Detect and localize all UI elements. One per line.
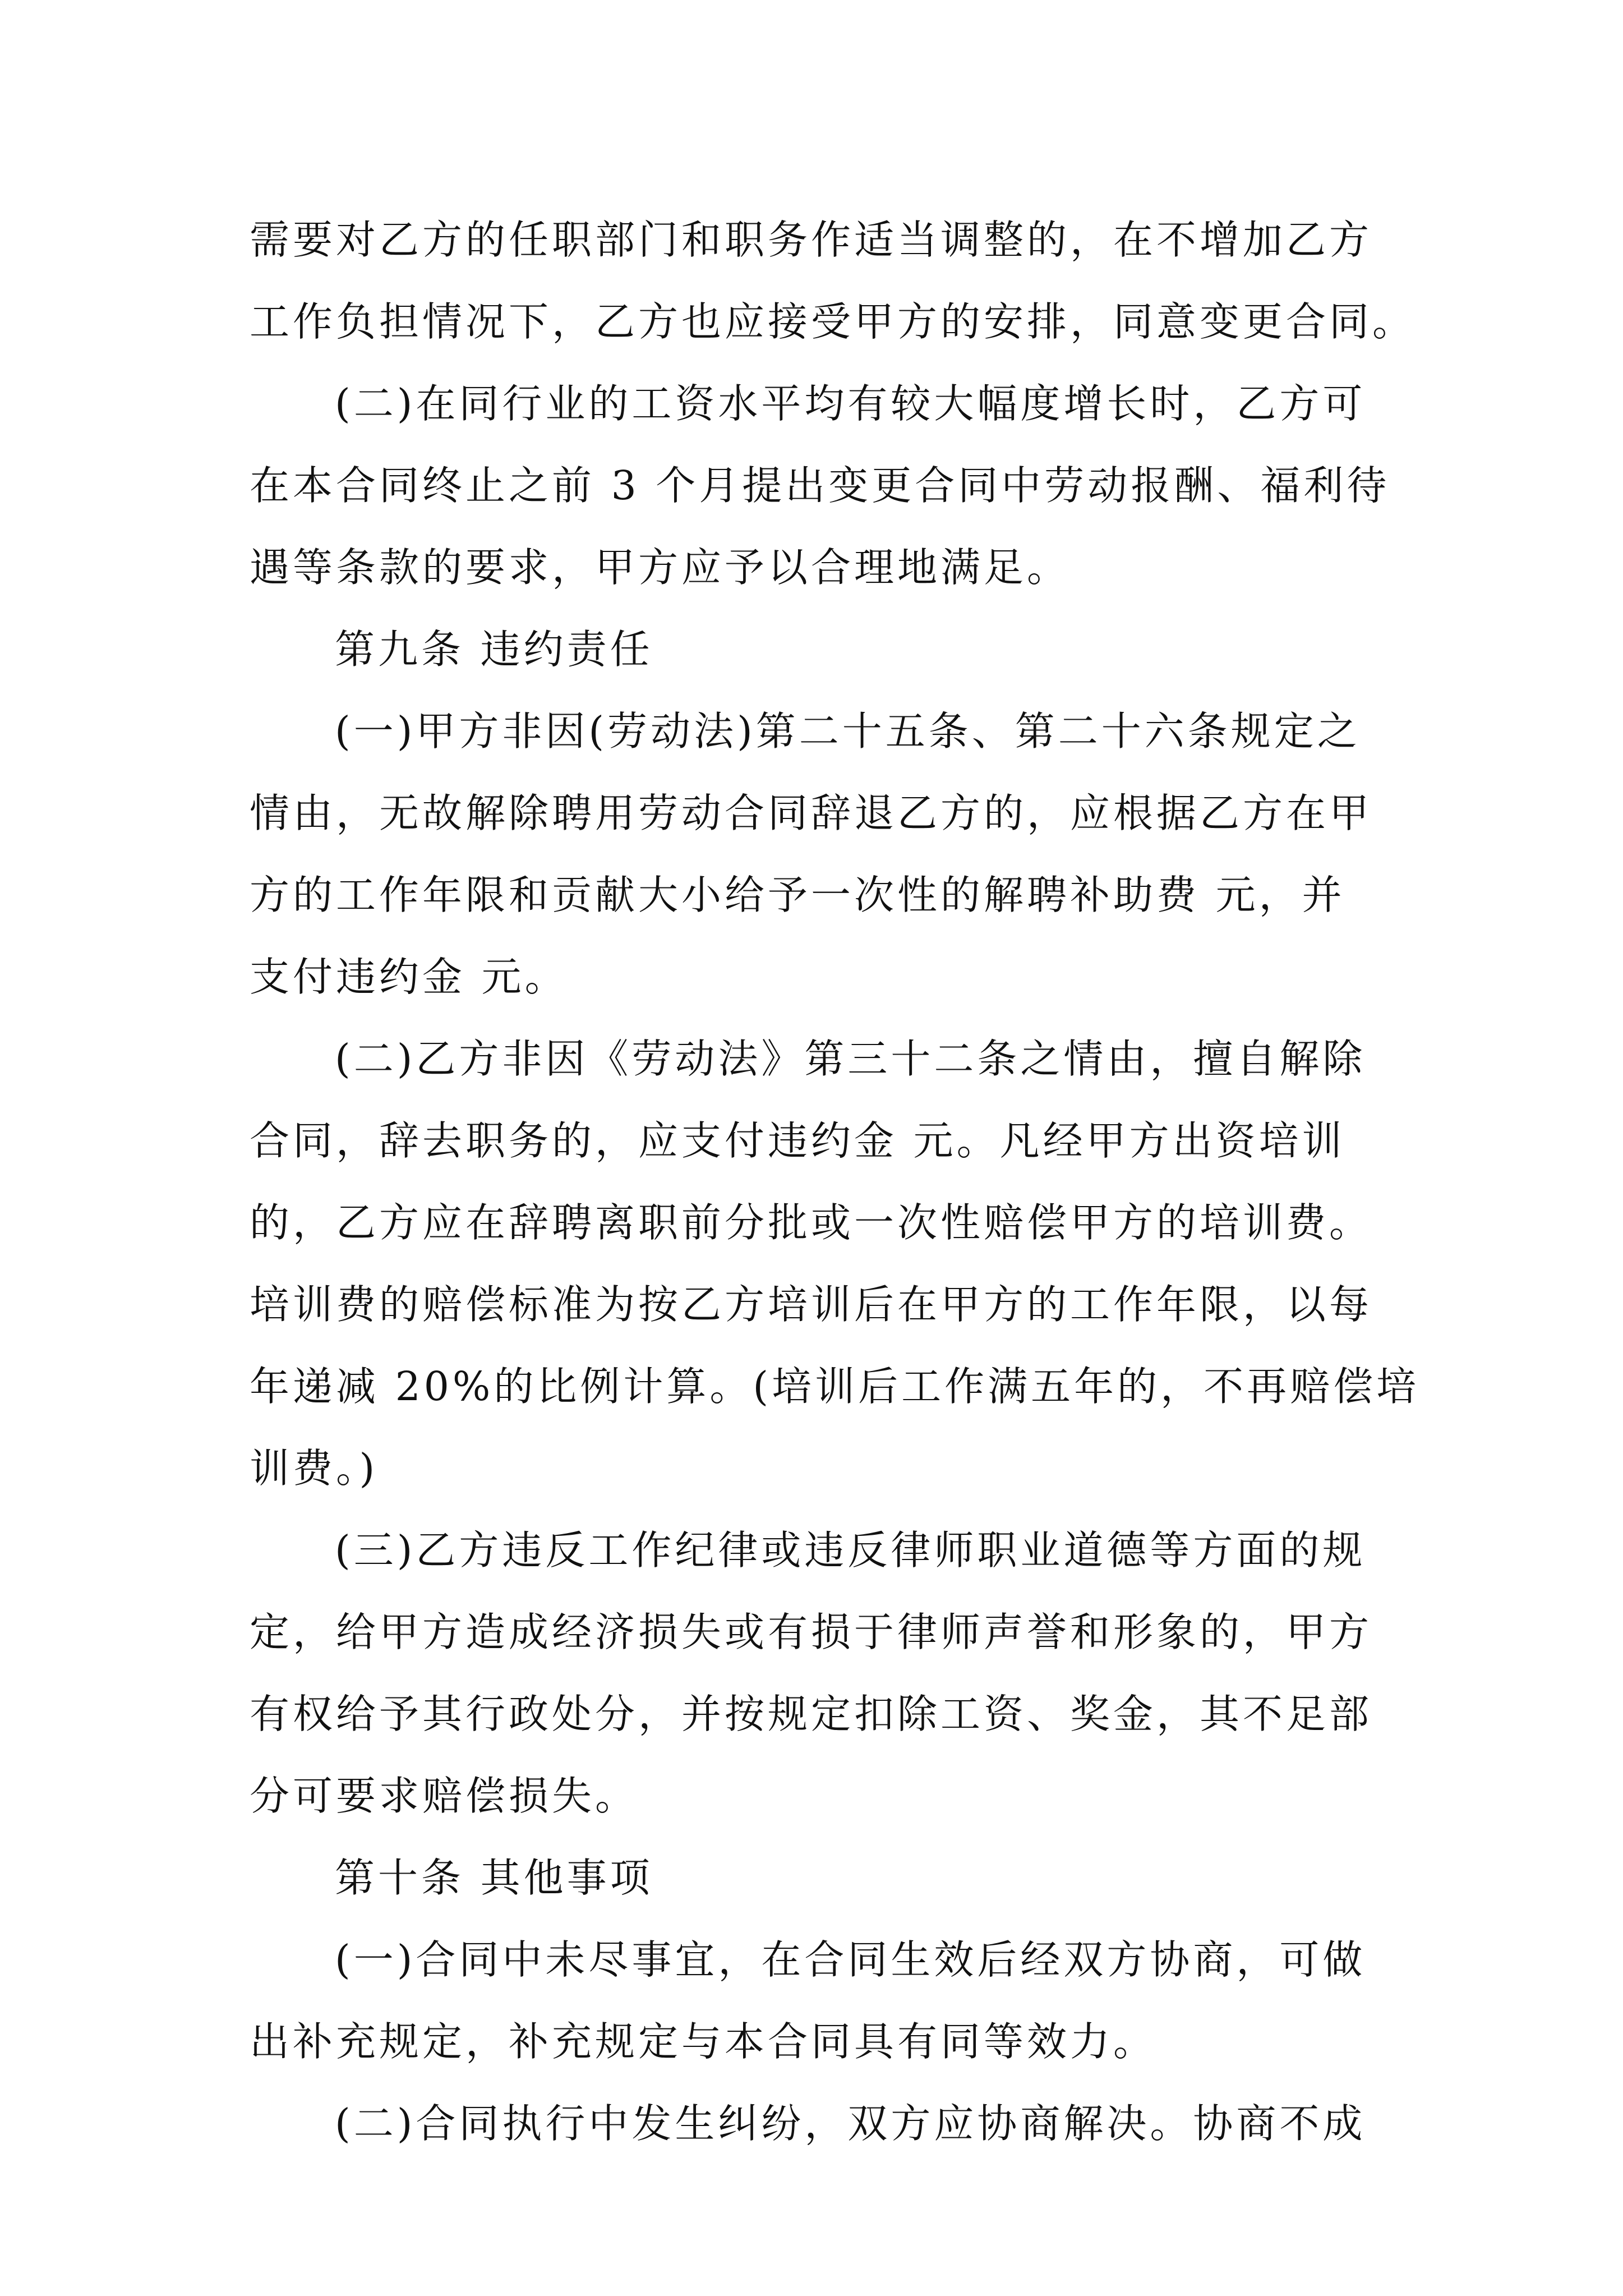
text-line-8: 情由，无故解除聘用劳动合同辞退乙方的，应根据乙方在甲 — [250, 790, 1373, 836]
text-line-20: 分可要求赔偿损失。 — [250, 1773, 639, 1819]
text-line-23: 出补充规定，补充规定与本合同具有同等效力。 — [250, 2018, 1157, 2065]
text-line-19: 有权给予其行政处分，并按规定扣除工资、奖金，其不足部 — [250, 1691, 1373, 1737]
text-line-4: 在本合同终止之前 3 个月提出变更合同中劳动报酬、福利待 — [250, 462, 1390, 509]
text-line-9: 方的工作年限和贡献大小给予一次性的解聘补助费 元，并 — [250, 872, 1345, 918]
article-heading-9: 第九条 违约责任 — [335, 626, 653, 673]
text-line-15: 年递减 20%的比例计算。(培训后工作满五年的，不再赔偿培 — [250, 1363, 1420, 1410]
text-line-13: 的，乙方应在辞聘离职前分批或一次性赔偿甲方的培训费。 — [250, 1199, 1373, 1246]
text-line-2: 工作负担情况下，乙方也应接受甲方的安排，同意变更合同。 — [250, 298, 1416, 345]
text-line-12: 合同，辞去职务的，应支付违约金 元。凡经甲方出资培训 — [250, 1117, 1345, 1164]
text-line-16: 训费。) — [250, 1445, 379, 1492]
text-line-14: 培训费的赔偿标准为按乙方培训后在甲方的工作年限，以每 — [250, 1281, 1373, 1328]
text-line-10: 支付违约金 元。 — [250, 954, 568, 1000]
document-body — [250, 199, 1420, 2165]
article-heading-10: 第十条 其他事项 — [335, 1855, 653, 1901]
text-line-11: (二)乙方非因《劳动法》第三十二条之情由，擅自解除 — [335, 1036, 1366, 1082]
text-line-17: (三)乙方违反工作纪律或违反律师职业道德等方面的规 — [335, 1527, 1366, 1573]
text-line-22: (一)合同中未尽事宜，在合同生效后经双方协商，可做 — [335, 1936, 1366, 1983]
text-line-7: (一)甲方非因(劳动法)第二十五条、第二十六条规定之 — [335, 708, 1361, 754]
text-line-18: 定，给甲方造成经济损失或有损于律师声誉和形象的，甲方 — [250, 1609, 1373, 1655]
text-line-1: 需要对乙方的任职部门和职务作适当调整的，在不增加乙方 — [250, 217, 1373, 263]
text-line-24: (二)合同执行中发生纠纷，双方应协商解决。协商不成 — [335, 2100, 1366, 2147]
text-line-5: 遇等条款的要求，甲方应予以合理地满足。 — [250, 544, 1071, 591]
text-line-3: (二)在同行业的工资水平均有较大幅度增长时，乙方可 — [335, 380, 1366, 427]
